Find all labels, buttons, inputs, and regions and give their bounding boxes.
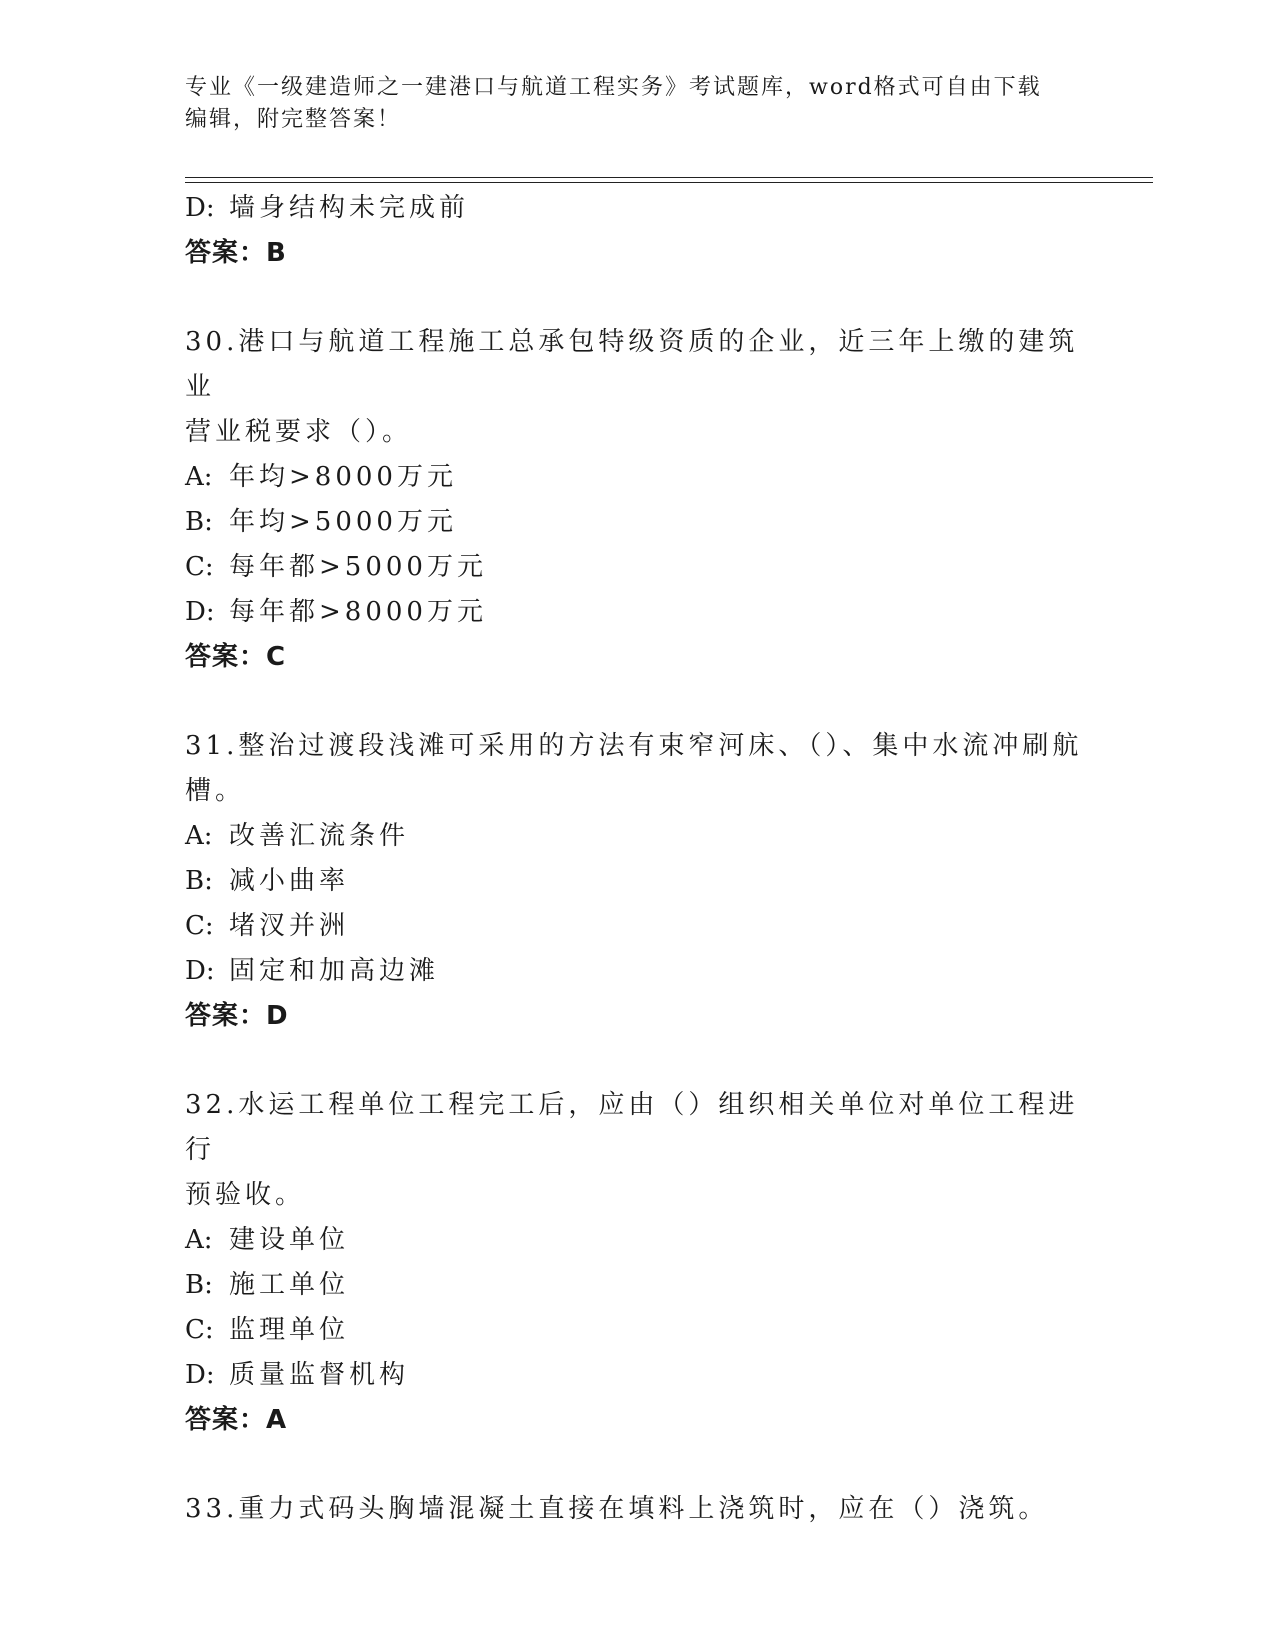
question-32-option-d [185,1353,1085,1398]
question-stem-line: 营业税要求（）。 [185,417,413,447]
question-stem-line: 预验收。 [185,1180,306,1210]
question-31-option-d [185,949,1085,994]
question-stem-line: 槽。 [185,776,246,806]
option-letter: B: [185,866,213,896]
option-letter: D: [185,1360,215,1390]
option-letter: A: [185,821,213,851]
option-text: 质量监督机构 [229,1360,410,1390]
question-31-answer: 答案：D [185,1001,289,1031]
question-stem-line: 30.港口与航道工程施工总承包特级资质的企业，近三年上缴的建筑业 [185,327,1079,402]
question-32-answer: 答案：A [185,1405,288,1435]
question-32-option-c [185,1308,1085,1353]
question-stem-line: 32.水运工程单位工程完工后，应由（）组织相关单位对单位工程进行 [185,1090,1079,1165]
page-header [185,72,1065,136]
option-text: 监理单位 [229,1315,350,1345]
option-text: 减小曲率 [229,866,350,896]
header-rule-bottom [185,182,1153,183]
question-30-option-c [185,545,1085,590]
option-letter: C: [185,911,214,941]
option-letter: D: [185,597,215,627]
option-letter: D: [185,193,215,223]
option-text: 建设单位 [229,1225,350,1255]
question-31-option-b [185,859,1085,904]
header-line-2: 编辑，附完整答案！ [185,107,402,132]
question-32-option-b [185,1263,1085,1308]
question-stem-line: 33.重力式码头胸墙混凝土直接在填料上浇筑时，应在（）浇筑。 [185,1494,1049,1524]
prev-option-d [185,186,1085,231]
option-text: 每年都>5000万元 [229,552,487,582]
option-text: 固定和加高边滩 [229,956,440,986]
option-text: 施工单位 [229,1270,350,1300]
option-letter: A: [185,462,213,492]
question-stem-line: 31.整治过渡段浅滩可采用的方法有束窄河床、（）、集中水流冲刷航 [185,731,1083,761]
question-content [185,186,1085,1532]
option-text: 墙身结构未完成前 [229,193,470,223]
header-line-1: 专业《一级建造师之一建港口与航道工程实务》考试题库，word格式可自由下载 [185,75,1042,100]
question-32-stem [185,1083,1085,1218]
question-31-stem [185,724,1085,814]
question-31-option-c [185,904,1085,949]
option-letter: A: [185,1225,213,1255]
option-text: 改善汇流条件 [229,821,410,851]
header-rule-top [185,177,1153,178]
question-30-option-a [185,455,1085,500]
option-letter: B: [185,507,213,537]
option-text: 年均>5000万元 [229,507,457,537]
question-33-stem [185,1487,1085,1532]
option-letter: D: [185,956,215,986]
option-letter: C: [185,1315,214,1345]
question-30-stem [185,320,1085,455]
question-30-answer: 答案：C [185,642,287,672]
option-text: 每年都>8000万元 [229,597,487,627]
prev-answer: 答案：B [185,238,287,268]
question-31-option-a [185,814,1085,859]
option-text: 年均>8000万元 [229,462,457,492]
question-30-option-d [185,590,1085,635]
question-30-option-b [185,500,1085,545]
option-letter: C: [185,552,214,582]
option-text: 堵汊并洲 [229,911,350,941]
question-32-option-a [185,1218,1085,1263]
option-letter: B: [185,1270,213,1300]
